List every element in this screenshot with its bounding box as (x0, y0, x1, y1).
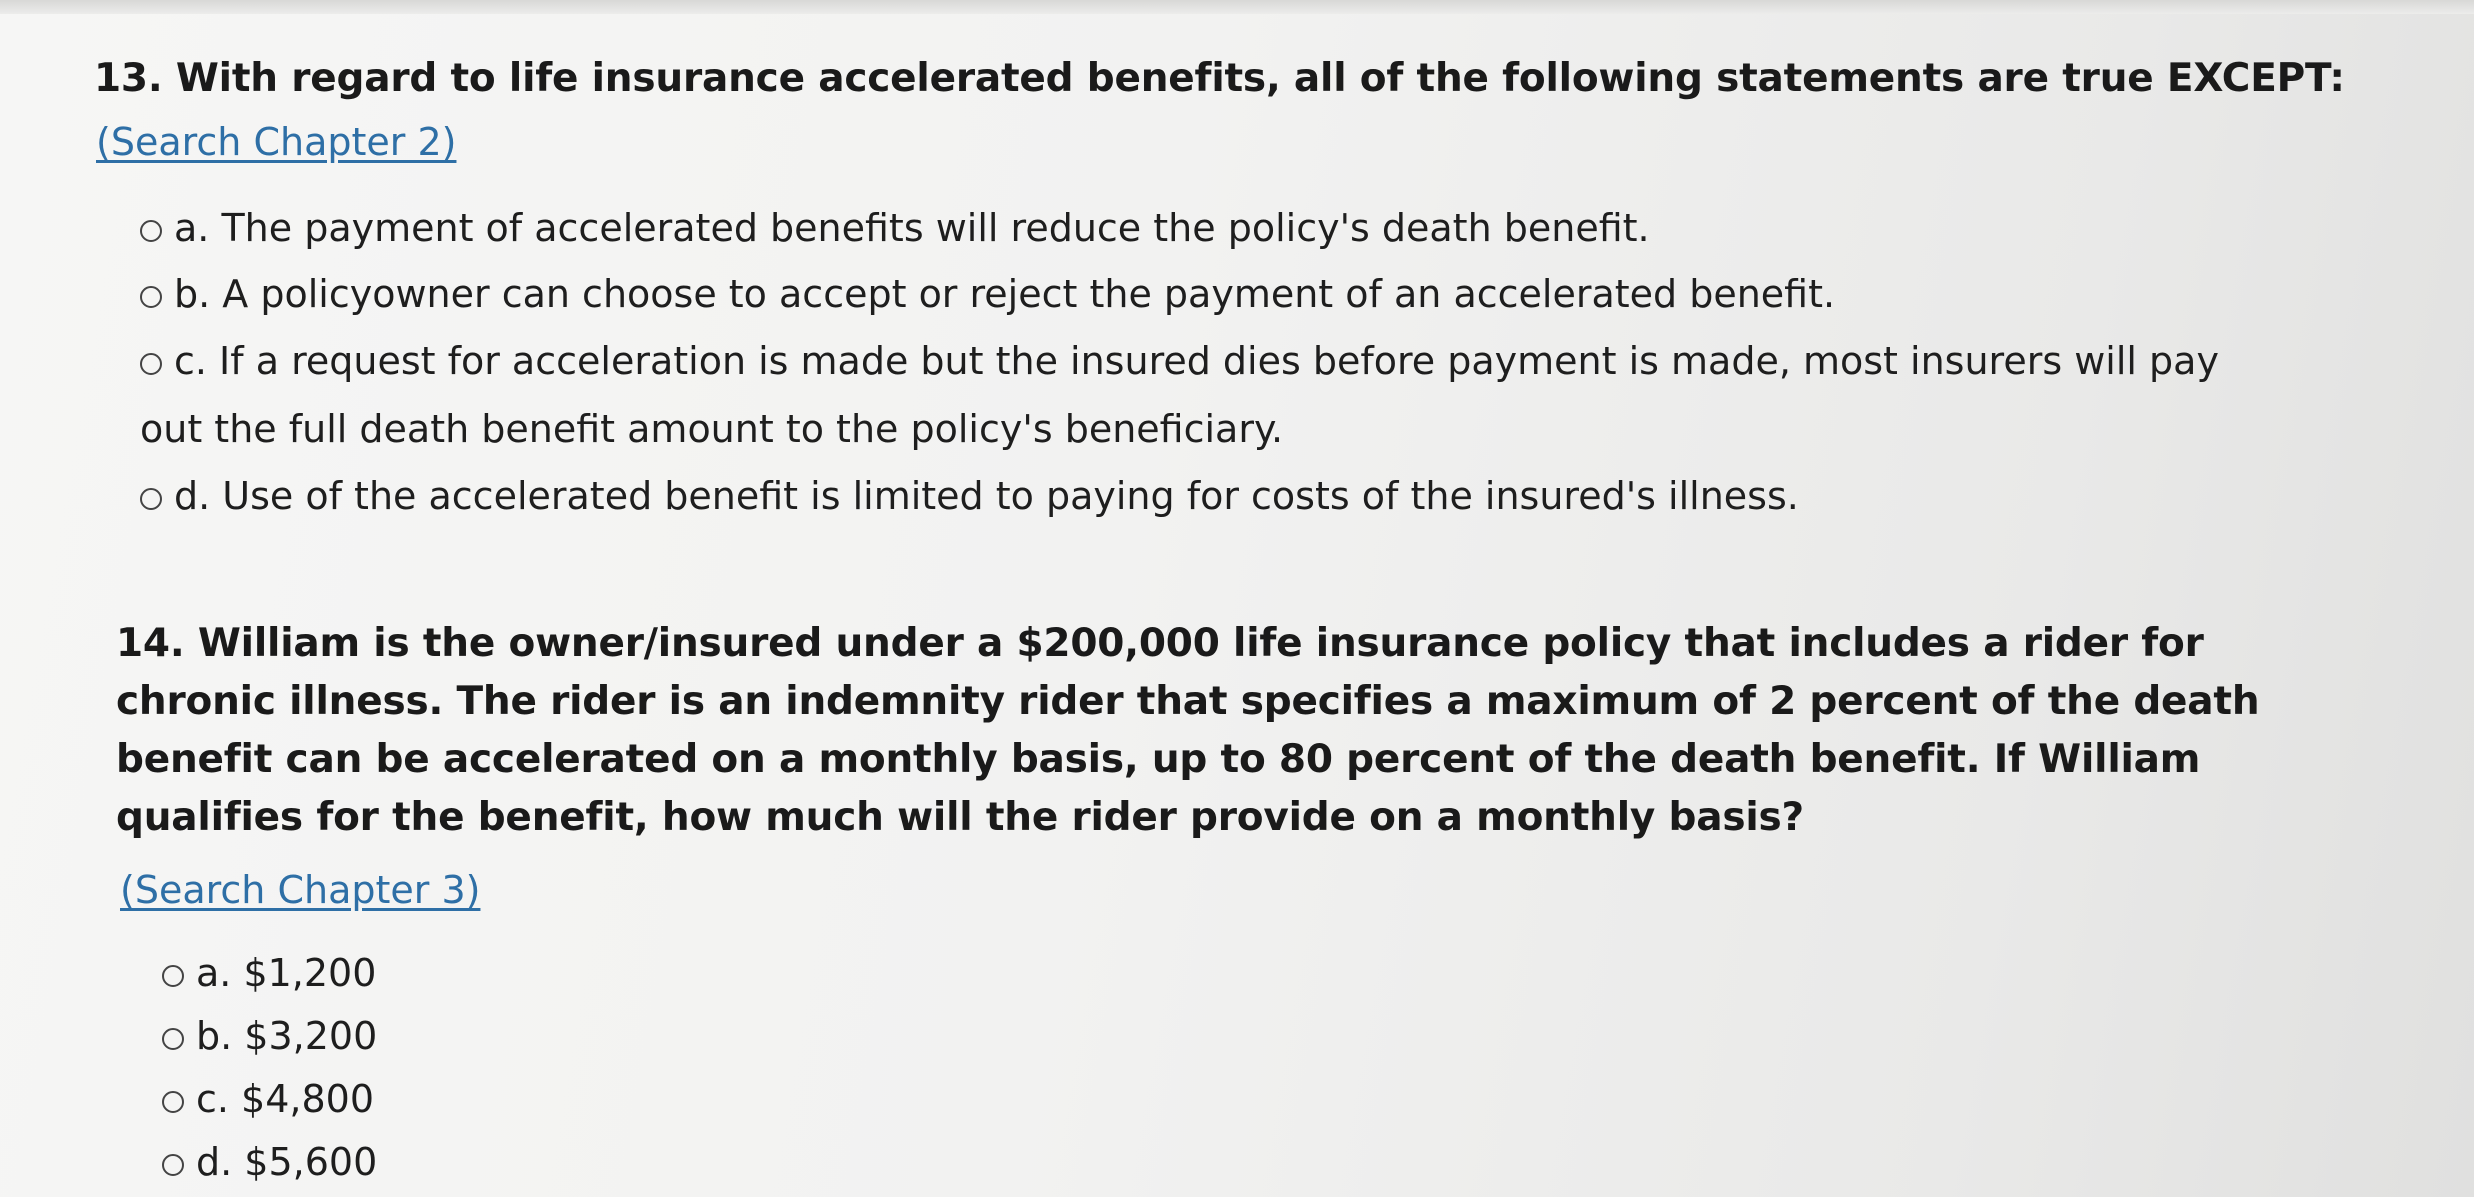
radio-button-icon[interactable] (140, 488, 162, 510)
question-14-text: 14. William is the owner/insured under a $200,000 life insurance policy that includes a rider for chronic illness. The rider is an indemnity rider that specifies a maximum of 2 percent of the death benefit can be accelerated on a monthly basis, up to 80 percent of the death benefit. If William qualifies for the benefit, how much will the rider provide on a monthly basis? (116, 621, 2260, 840)
search-chapter-3-link[interactable]: (Search Chapter 3) (120, 868, 481, 912)
q13-option-c-label: c. If a request for acceleration is made but the insured dies before payment is made, most insurers will pay out the full death benefit amount to the policy's beneficiary. (140, 339, 2219, 451)
radio-button-icon[interactable] (162, 965, 184, 987)
q14-option-d-label: d. $5,600 (196, 1140, 378, 1184)
q14-option-c[interactable] (162, 1068, 962, 1131)
q13-option-b[interactable] (140, 261, 2270, 327)
q13-option-b-label: b. A policyowner can choose to accept or reject the payment of an accelerated benefit. (174, 272, 1836, 316)
radio-button-icon[interactable] (162, 1028, 184, 1050)
q13-option-a[interactable] (140, 195, 2270, 261)
radio-button-icon[interactable] (140, 220, 162, 242)
q14-option-a-label: a. $1,200 (196, 951, 377, 995)
q13-option-d-label: d. Use of the accelerated benefit is limited to paying for costs of the insured's illness. (174, 474, 1799, 518)
radio-button-icon[interactable] (140, 286, 162, 308)
search-chapter-2-link[interactable]: (Search Chapter 2) (96, 120, 457, 164)
question-13-text: 13. With regard to life insurance accelerated benefits, all of the following statements are true EXCEPT: (94, 56, 2345, 101)
q13-option-c[interactable] (140, 327, 2270, 463)
question-14-options (162, 942, 962, 1194)
q13-option-d[interactable] (140, 463, 2270, 529)
question-13-options (140, 195, 2270, 529)
radio-button-icon[interactable] (140, 353, 162, 375)
screen-top-edge (0, 0, 2474, 14)
radio-button-icon[interactable] (162, 1091, 184, 1113)
q14-option-a[interactable] (162, 942, 962, 1005)
q14-option-d[interactable] (162, 1131, 962, 1194)
q14-option-b[interactable] (162, 1005, 962, 1068)
radio-button-icon[interactable] (162, 1154, 184, 1176)
q14-option-b-label: b. $3,200 (196, 1014, 378, 1058)
q13-option-a-label: a. The payment of accelerated benefits will reduce the policy's death benefit. (174, 206, 1650, 250)
q14-option-c-label: c. $4,800 (196, 1077, 375, 1121)
